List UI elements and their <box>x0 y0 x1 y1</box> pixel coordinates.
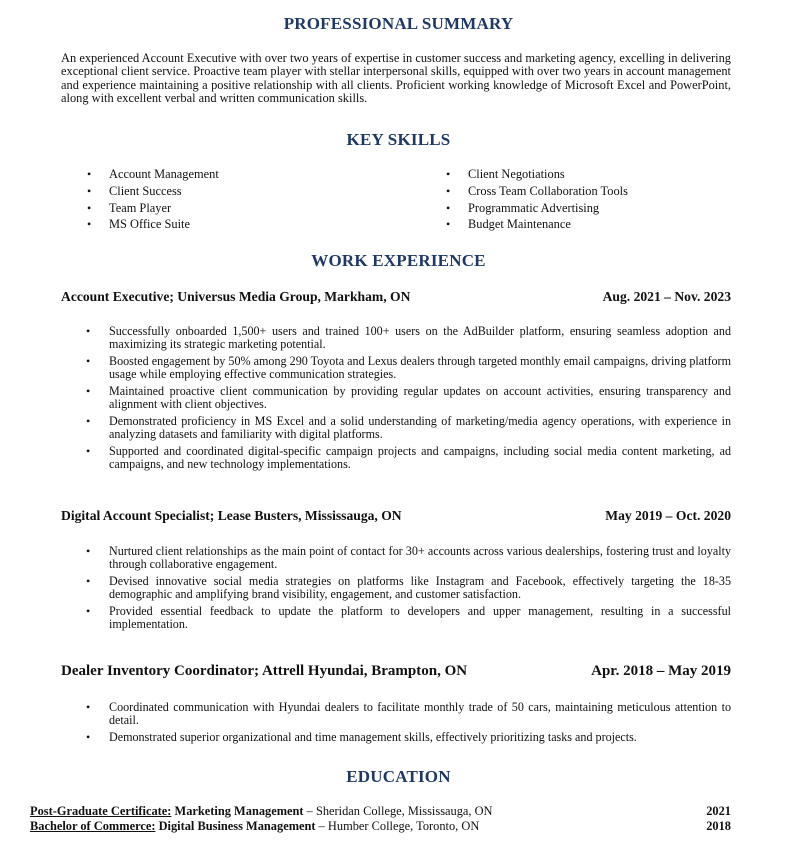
job-bullet: • Nurtured client relationships as the main point of contact for 30+ accounts across various dealerships, fostering trust and loyalty through collaborative engagement. <box>86 545 731 572</box>
education-title: EDUCATION <box>346 767 451 786</box>
education-detail <box>30 804 493 819</box>
job-bullet: • Provided essential feedback to update the platform to developers and upper management, resulting in a successful implementation. <box>86 605 731 632</box>
job-bullet: • Demonstrated superior organizational and time management skills, effectively prioritizing tasks and projects. <box>86 731 731 744</box>
job-bullets <box>86 325 731 475</box>
job-bullet: • Boosted engagement by 50% among 290 Toyota and Lexus dealers through targeted monthly email campaigns, driving platform usage while employing effective communication strategies. <box>86 355 731 382</box>
job-bullets <box>86 545 731 635</box>
education-program: Digital Business Management <box>158 819 316 833</box>
job-title: Dealer Inventory Coordinator; Attrell Hyundai, Brampton, ON <box>61 662 468 679</box>
job-dates: May 2019 – Oct. 2020 <box>605 508 731 523</box>
job-bullet: • Devised innovative social media strategies on platforms like Instagram and Facebook, effectively targeting the 18-35 demographic and amplifying brand visibility, engagement, and customer satisfaction. <box>86 575 731 602</box>
skills-list-right <box>446 166 628 233</box>
skill-item: • Client Negotiations <box>446 166 628 183</box>
education-entry <box>30 804 731 819</box>
job-bullet: • Coordinated communication with Hyundai dealers to facilitate monthly trade of 50 cars, maintaining meticulous attention to detail. <box>86 701 731 728</box>
education-year: 2018 <box>706 819 731 833</box>
education-detail <box>30 819 479 834</box>
job-bullet: • Supported and coordinated digital-specific campaign projects and campaigns, including social media content marketing, ad campaigns, and new technology implementations. <box>86 445 731 472</box>
skill-item: • Client Success <box>87 183 219 200</box>
job-heading-row <box>61 662 731 680</box>
job-bullet: • Demonstrated proficiency in MS Excel and a solid understanding of marketing/media agency operations, with experience in analyzing datasets and familiarity with digital platforms. <box>86 415 731 442</box>
skill-item: • Cross Team Collaboration Tools <box>446 183 628 200</box>
education-school: – Sheridan College, Mississauga, ON <box>303 804 493 818</box>
summary-text: An experienced Account Executive with over two years of expertise in customer success and marketing agency, excelling in delivering exceptional client service. Proactive team player with stellar interpersonal skills, equipped with over two years in account management and experience maintaining a positive relationship with all clients. Proficient working knowledge of Microsoft Excel and PowerPoint, along with excellent verbal and written communication skills. <box>61 51 731 106</box>
experience-title: WORK EXPERIENCE <box>311 251 486 270</box>
education-year: 2021 <box>706 804 731 818</box>
education-program: Marketing Management <box>174 804 304 818</box>
job-dates: Apr. 2018 – May 2019 <box>591 662 731 679</box>
job-dates: Aug. 2021 – Nov. 2023 <box>602 289 731 304</box>
job-title: Account Executive; Universus Media Group, Markham, ON <box>61 289 411 304</box>
skills-title: KEY SKILLS <box>346 130 451 149</box>
education-entry <box>30 819 731 834</box>
education-credential: Bachelor of Commerce: <box>30 819 156 833</box>
skills-list-left <box>87 166 219 233</box>
job-heading-row <box>61 507 731 525</box>
job-heading-row <box>61 288 731 306</box>
education-credential: Post-Graduate Certificate: <box>30 804 172 818</box>
job-title: Digital Account Specialist; Lease Busters, Mississauga, ON <box>61 508 402 523</box>
skill-item: • Account Management <box>87 166 219 183</box>
summary-title: PROFESSIONAL SUMMARY <box>283 14 514 33</box>
job-bullets <box>86 701 731 748</box>
skill-item: • MS Office Suite <box>87 216 219 233</box>
job-bullet: • Successfully onboarded 1,500+ users and trained 100+ users on the AdBuilder platform, ensuring seamless adoption and maximizing its strategic marketing potential. <box>86 325 731 352</box>
skill-item: • Team Player <box>87 200 219 217</box>
education-school: – Humber College, Toronto, ON <box>315 819 480 833</box>
skill-item: • Programmatic Advertising <box>446 200 628 217</box>
skill-item: • Budget Maintenance <box>446 216 628 233</box>
job-bullet: • Maintained proactive client communication by providing regular updates on account activities, ensuring transparency and alignment with client objectives. <box>86 385 731 412</box>
